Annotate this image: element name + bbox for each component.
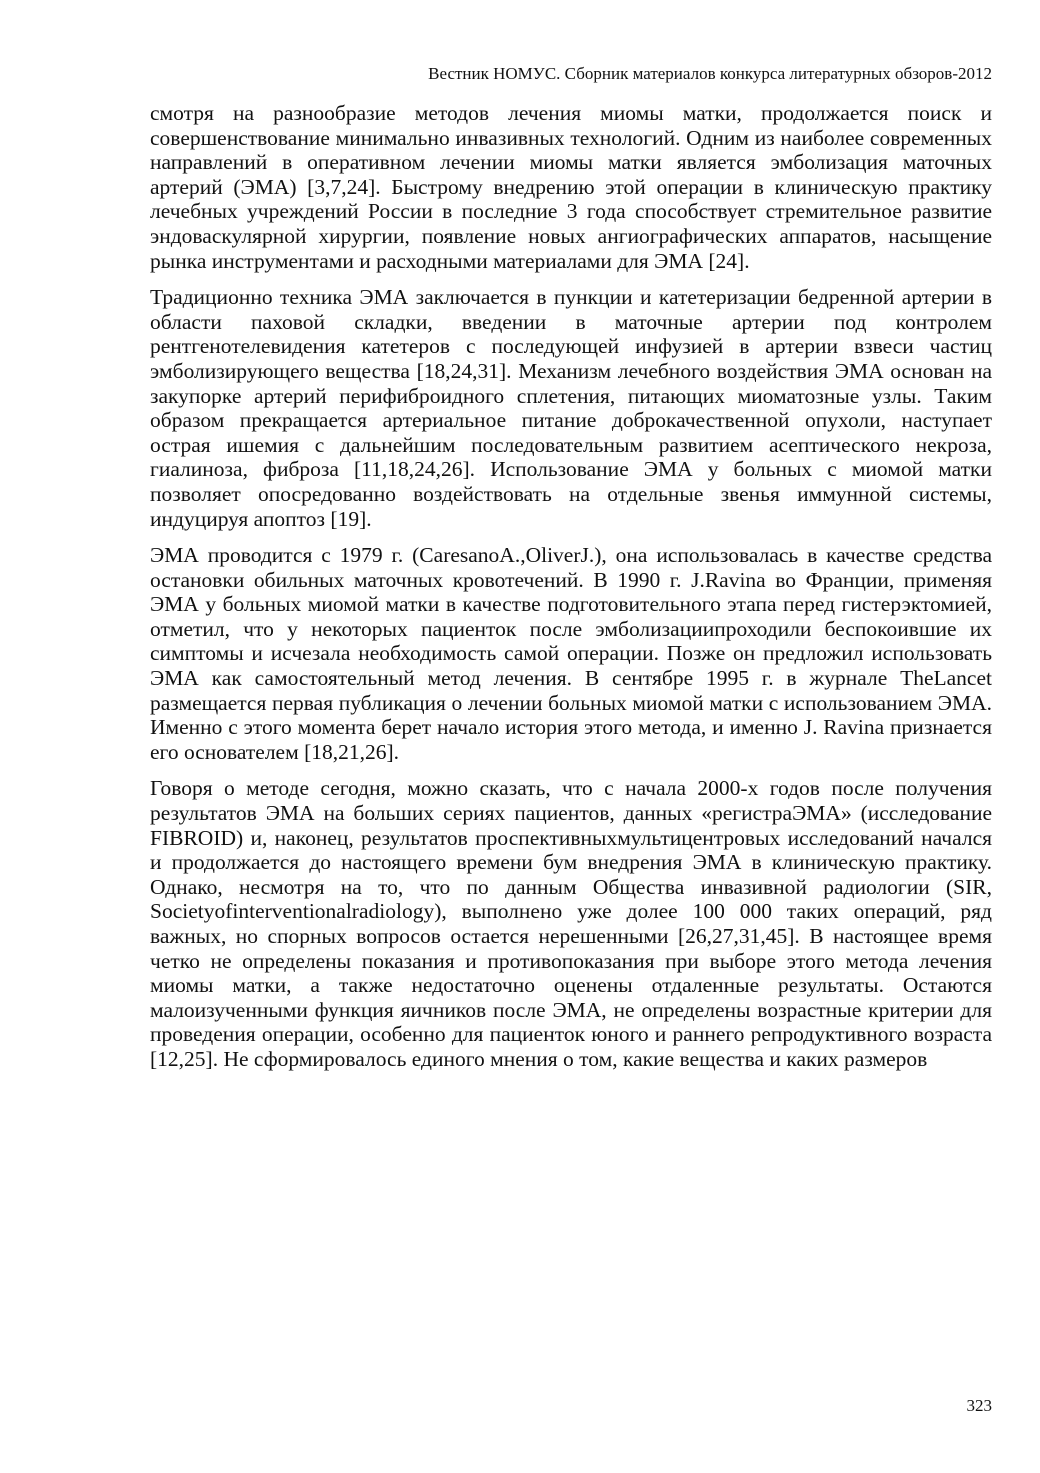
paragraph-3: ЭМА проводится с 1979 г. (CaresanoA.,OliverJ.), она использовалась в качестве средства остановки обильных маточных кровотечений. В 1990 г. J.Ravina во Франции, применяя ЭМА у больных миомой матки в качестве подготовительного этапа перед гистерэктомией, отметил, что у некоторых пациенток после эмболизациипроходили беспокоившие их симптомы и исчезала необходимость самой операции. Позже он предложил использовать ЭМА как самостоятельный метод лечения. В сентябре 1995 г. в журнале TheLancet размещается первая публикация о лечении больных миомой матки с использованием ЭМА. Именно с этого момента берет начало история этого метода, и именно J. Ravina признается его основателем [18,21,26]. [150,543,992,764]
article-body [150,101,992,1084]
paragraph-1: смотря на разнообразие методов лечения миомы матки, продолжается поиск и совершенствование минимально инвазивных технологий. Одним из наиболее современных направлений в оперативном лечении миомы матки является эмболизация маточных артерий (ЭМА) [3,7,24]. Быстрому внедрению этой операции в клиническую практику лечебных учреждений России в последние 3 года способствует стремительное развитие эндоваскулярной хирургии, появление новых ангиографических аппаратов, насыщение рынка инструментами и расходными материалами для ЭМА [24]. [150,101,992,273]
running-header: Вестник НОМУС. Сборник материалов конкурса литературных обзоров-2012 [428,64,992,83]
page-number: 323 [966,1396,992,1415]
paragraph-2: Традиционно техника ЭМА заключается в пункции и катетеризации бедренной артерии в области паховой складки, введении в маточные артерии под контролем рентгенотелевидения катетеров с последующей инфузией в артерии взвеси частиц эмболизирующего вещества [18,24,31]. Механизм лечебного воздействия ЭМА основан на закупорке артерий перифиброидного сплетения, питающих миоматозные узлы. Таким образом прекращается артериальное питание доброкачественной опухоли, наступает острая ишемия с дальнейшим последовательным развитием асептического некроза, гиалиноза, фиброза [11,18,24,26]. Использование ЭМА у больных с миомой матки позволяет опосредованно воздействовать на отдельные звенья иммунной системы, индуцируя апоптоз [19]. [150,285,992,531]
paragraph-4: Говоря о методе сегодня, можно сказать, что с начала 2000-х годов после получения результатов ЭМА на больших сериях пациентов, данных «регистраЭМА» (исследование FIBROID) и, наконец, результатов проспективныхмультицентровых исследований начался и продолжается до настоящего времени бум внедрения ЭМА в клиническую практику. Однако, несмотря на то, что по данным Общества инвазивной радиологии (SIR, Societyofinterventionalradiology), выполнено уже долее 100 000 таких операций, ряд важных, но спорных вопросов остается нерешенными [26,27,31,45]. В настоящее время четко не определены показания и противопоказания при выборе этого метода лечения миомы матки, а также недостаточно оценены отдаленные результаты. Остаются малоизученными функция яичников после ЭМА, не определены возрастные критерии для проведения операции, особенно для пациенток юного и раннего репродуктивного возраста [12,25]. Не сформировалось единого мнения о том, какие вещества и каких размеров [150,776,992,1071]
